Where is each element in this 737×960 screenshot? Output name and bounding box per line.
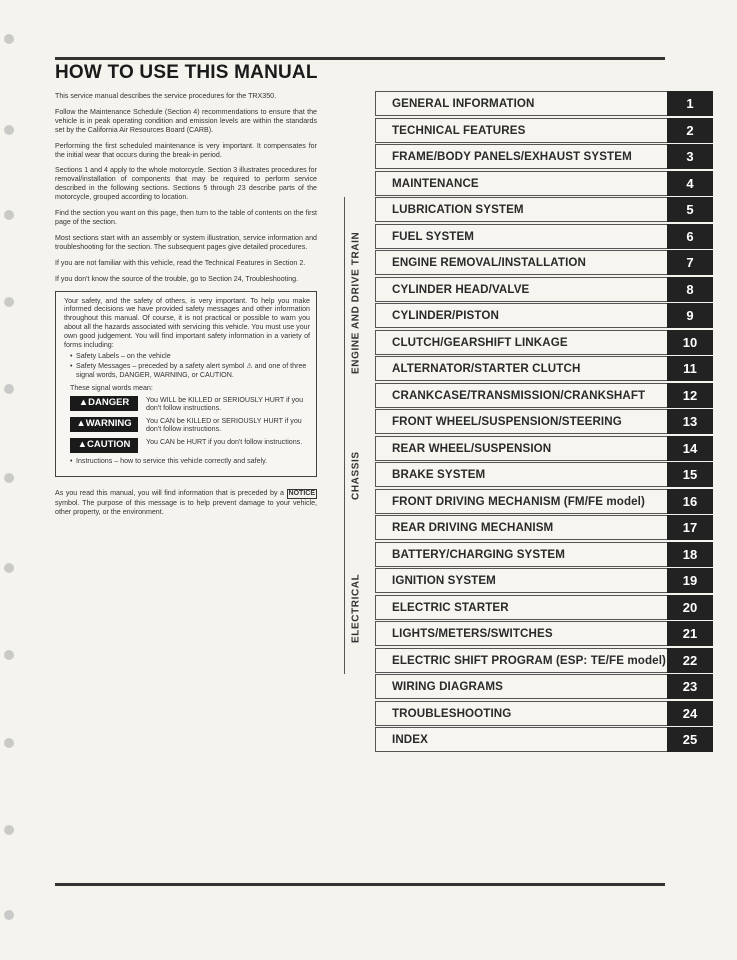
- top-rule: [55, 57, 665, 60]
- section-number: 13: [667, 409, 713, 434]
- chassis-group-line: [344, 409, 345, 542]
- section-label: ELECTRIC STARTER: [392, 600, 509, 614]
- section-label: FRAME/BODY PANELS/EXHAUST SYSTEM: [392, 150, 632, 163]
- punch-hole: [4, 563, 14, 573]
- section-tab-21[interactable]: [375, 621, 713, 646]
- warning-text: You CAN be KILLED or SERIOUSLY HURT if you don't follow instructions.: [146, 416, 302, 434]
- section-number: 4: [667, 171, 713, 196]
- page-title: HOW TO USE THIS MANUAL: [55, 62, 318, 83]
- section-label: CYLINDER HEAD/VALVE: [392, 282, 530, 296]
- section-number: 3: [667, 144, 713, 169]
- bottom-rule: [55, 883, 665, 886]
- section-number: 21: [667, 621, 713, 646]
- safety-bullet: • Safety Messages – preceded by a safety alert symbol ⚠ and one of three signal words, DANGER, WARNING, or CAUTION.: [70, 362, 310, 380]
- punch-hole: [4, 473, 14, 483]
- intro-paragraph: Sections 1 and 4 apply to the whole motorcycle. Section 3 illustrates procedures for removal/installation of components that may be required to perform service described in the following sections. Sections 5 through 23 describe parts of the motorcycle, grouped according to location.: [55, 166, 317, 202]
- punch-hole: [4, 650, 14, 660]
- section-number: 10: [667, 330, 713, 355]
- section-tab-9[interactable]: [375, 303, 713, 328]
- section-number: 7: [667, 250, 713, 275]
- section-tab-19[interactable]: [375, 568, 713, 593]
- section-label: ELECTRIC SHIFT PROGRAM (ESP: TE/FE model): [392, 653, 666, 667]
- danger-badge: ▲DANGER: [70, 396, 138, 411]
- intro-column: [55, 92, 317, 524]
- section-tab-23[interactable]: [375, 674, 713, 699]
- section-tab-1[interactable]: [375, 91, 713, 116]
- section-label: ENGINE REMOVAL/INSTALLATION: [392, 256, 586, 269]
- section-label: MAINTENANCE: [392, 176, 479, 190]
- safety-list: [70, 457, 310, 466]
- section-tab-20[interactable]: [375, 595, 713, 620]
- section-label: FUEL SYSTEM: [392, 229, 475, 243]
- section-label: REAR WHEEL/SUSPENSION: [392, 441, 552, 455]
- section-tab-3[interactable]: [375, 144, 713, 169]
- section-label: REAR DRIVING MECHANISM: [392, 521, 554, 534]
- section-number: 2: [667, 118, 713, 143]
- intro-paragraph: Most sections start with an assembly or system illustration, service information and troubleshooting for the section. The subsequent pages give detailed procedures.: [55, 233, 317, 251]
- section-label: BRAKE SYSTEM: [392, 468, 486, 481]
- section-tab-10[interactable]: [375, 330, 713, 355]
- section-number: 6: [667, 224, 713, 249]
- section-tab-11[interactable]: [375, 356, 713, 381]
- section-number: 23: [667, 674, 713, 699]
- caution-text: You CAN be HURT if you don't follow instructions.: [146, 437, 303, 446]
- section-label: LUBRICATION SYSTEM: [392, 203, 524, 216]
- safety-bullet: • Instructions – how to service this vehicle correctly and safely.: [70, 457, 310, 466]
- section-tab-2[interactable]: [375, 118, 713, 143]
- section-tab-24[interactable]: [375, 701, 713, 726]
- electrical-group-line: [344, 542, 345, 674]
- group-label-electrical: ELECTRICAL: [350, 573, 362, 643]
- section-tab-16[interactable]: [375, 489, 713, 514]
- notice-paragraph: [55, 489, 317, 517]
- section-label: BATTERY/CHARGING SYSTEM: [392, 547, 565, 561]
- punch-hole: [4, 34, 14, 44]
- section-number: 1: [667, 91, 713, 116]
- section-number: 11: [667, 356, 713, 381]
- section-label: CLUTCH/GEARSHIFT LINKAGE: [392, 335, 568, 349]
- section-tab-17[interactable]: [375, 515, 713, 540]
- section-number: 22: [667, 648, 713, 673]
- section-tab-4[interactable]: [375, 171, 713, 196]
- section-tab-12[interactable]: [375, 383, 713, 408]
- section-tab-22[interactable]: [375, 648, 713, 673]
- section-label: CYLINDER/PISTON: [392, 309, 499, 322]
- section-tab-13[interactable]: [375, 409, 713, 434]
- notice-before: As you read this manual, you will find information that is preceded by a: [55, 488, 284, 497]
- punch-hole: [4, 738, 14, 748]
- intro-paragraph: Follow the Maintenance Schedule (Section 4) recommendations to ensure that the vehicle is in peak operating condition and emission levels are within the standards set by the California Air Resources Board (CARB).: [55, 107, 317, 134]
- notice-badge: NOTICE: [288, 489, 315, 497]
- section-number: 24: [667, 701, 713, 726]
- warning-badge: ▲WARNING: [70, 417, 138, 432]
- section-number: 9: [667, 303, 713, 328]
- safety-intro: Your safety, and the safety of others, is very important. To help you make informed decisions we have provided safety messages and other information throughout this manual. Of course, it is not practical or possible to warn you about all the hazards associated with servicing this vehicle. You must use your own good judgement. You will find important safety information in a variety of forms including:: [64, 296, 310, 350]
- section-number: 12: [667, 383, 713, 408]
- punch-hole: [4, 297, 14, 307]
- section-number: 20: [667, 595, 713, 620]
- intro-paragraph: This service manual describes the service procedures for the TRX350.: [55, 92, 277, 100]
- section-number: 15: [667, 462, 713, 487]
- section-number: 19: [667, 568, 713, 593]
- danger-row: [70, 396, 310, 413]
- section-tab-8[interactable]: [375, 277, 713, 302]
- safety-bullet: • Safety Labels – on the vehicle: [70, 352, 310, 361]
- section-label: WIRING DIAGRAMS: [392, 680, 503, 693]
- section-label: TROUBLESHOOTING: [392, 706, 512, 720]
- warning-row: [70, 417, 310, 434]
- section-label: IGNITION SYSTEM: [392, 574, 496, 587]
- section-label: CRANKCASE/TRANSMISSION/CRANKSHAFT: [392, 388, 646, 402]
- section-label: TECHNICAL FEATURES: [392, 123, 526, 137]
- intro-paragraph: Find the section you want on this page, then turn to the table of contents on the first page of the section.: [55, 209, 317, 226]
- section-number: 18: [667, 542, 713, 567]
- engine-group-line: [344, 197, 345, 409]
- intro-paragraph: If you are not familiar with this vehicle, read the Technical Features in Section 2.: [55, 258, 306, 267]
- section-tab-14[interactable]: [375, 436, 713, 461]
- punch-hole: [4, 910, 14, 920]
- section-number: 17: [667, 515, 713, 540]
- safety-box: [55, 291, 317, 477]
- section-label: FRONT WHEEL/SUSPENSION/STEERING: [392, 415, 622, 428]
- notice-after: symbol. The purpose of this message is to help prevent damage to your vehicle, other property, or the environment.: [55, 498, 317, 516]
- section-tab-6[interactable]: [375, 224, 713, 249]
- group-label-engine: ENGINE AND DRIVE TRAIN: [350, 231, 362, 375]
- section-label: LIGHTS/METERS/SWITCHES: [392, 627, 553, 640]
- section-tab-25[interactable]: [375, 727, 713, 752]
- caution-row: [70, 438, 310, 453]
- section-label: ALTERNATOR/STARTER CLUTCH: [392, 362, 581, 375]
- section-number: 8: [667, 277, 713, 302]
- punch-hole: [4, 384, 14, 394]
- punch-hole: [4, 125, 14, 135]
- intro-paragraph: If you don't know the source of the trouble, go to Section 24, Troubleshooting.: [55, 274, 299, 283]
- group-label-chassis: CHASSIS: [350, 451, 362, 500]
- section-label: FRONT DRIVING MECHANISM (FM/FE model): [392, 494, 645, 508]
- section-number: 25: [667, 727, 713, 752]
- punch-hole: [4, 825, 14, 835]
- safety-list: [70, 352, 310, 380]
- section-tab-15[interactable]: [375, 462, 713, 487]
- caution-badge: ▲CAUTION: [70, 438, 138, 453]
- section-tab-18[interactable]: [375, 542, 713, 567]
- section-tab-7[interactable]: [375, 250, 713, 275]
- section-number: 5: [667, 197, 713, 222]
- punch-hole: [4, 210, 14, 220]
- section-number: 14: [667, 436, 713, 461]
- section-label: GENERAL INFORMATION: [392, 97, 535, 110]
- section-label: INDEX: [392, 733, 428, 746]
- section-number: 16: [667, 489, 713, 514]
- section-tab-5[interactable]: [375, 197, 713, 222]
- intro-paragraph: Performing the first scheduled maintenance is very important. It compensates for the initial wear that occurs during the break-in period.: [55, 141, 317, 159]
- signal-intro: These signal words mean:: [70, 383, 153, 392]
- danger-text: You WILL be KILLED or SERIOUSLY HURT if you don't follow instructions.: [146, 395, 304, 413]
